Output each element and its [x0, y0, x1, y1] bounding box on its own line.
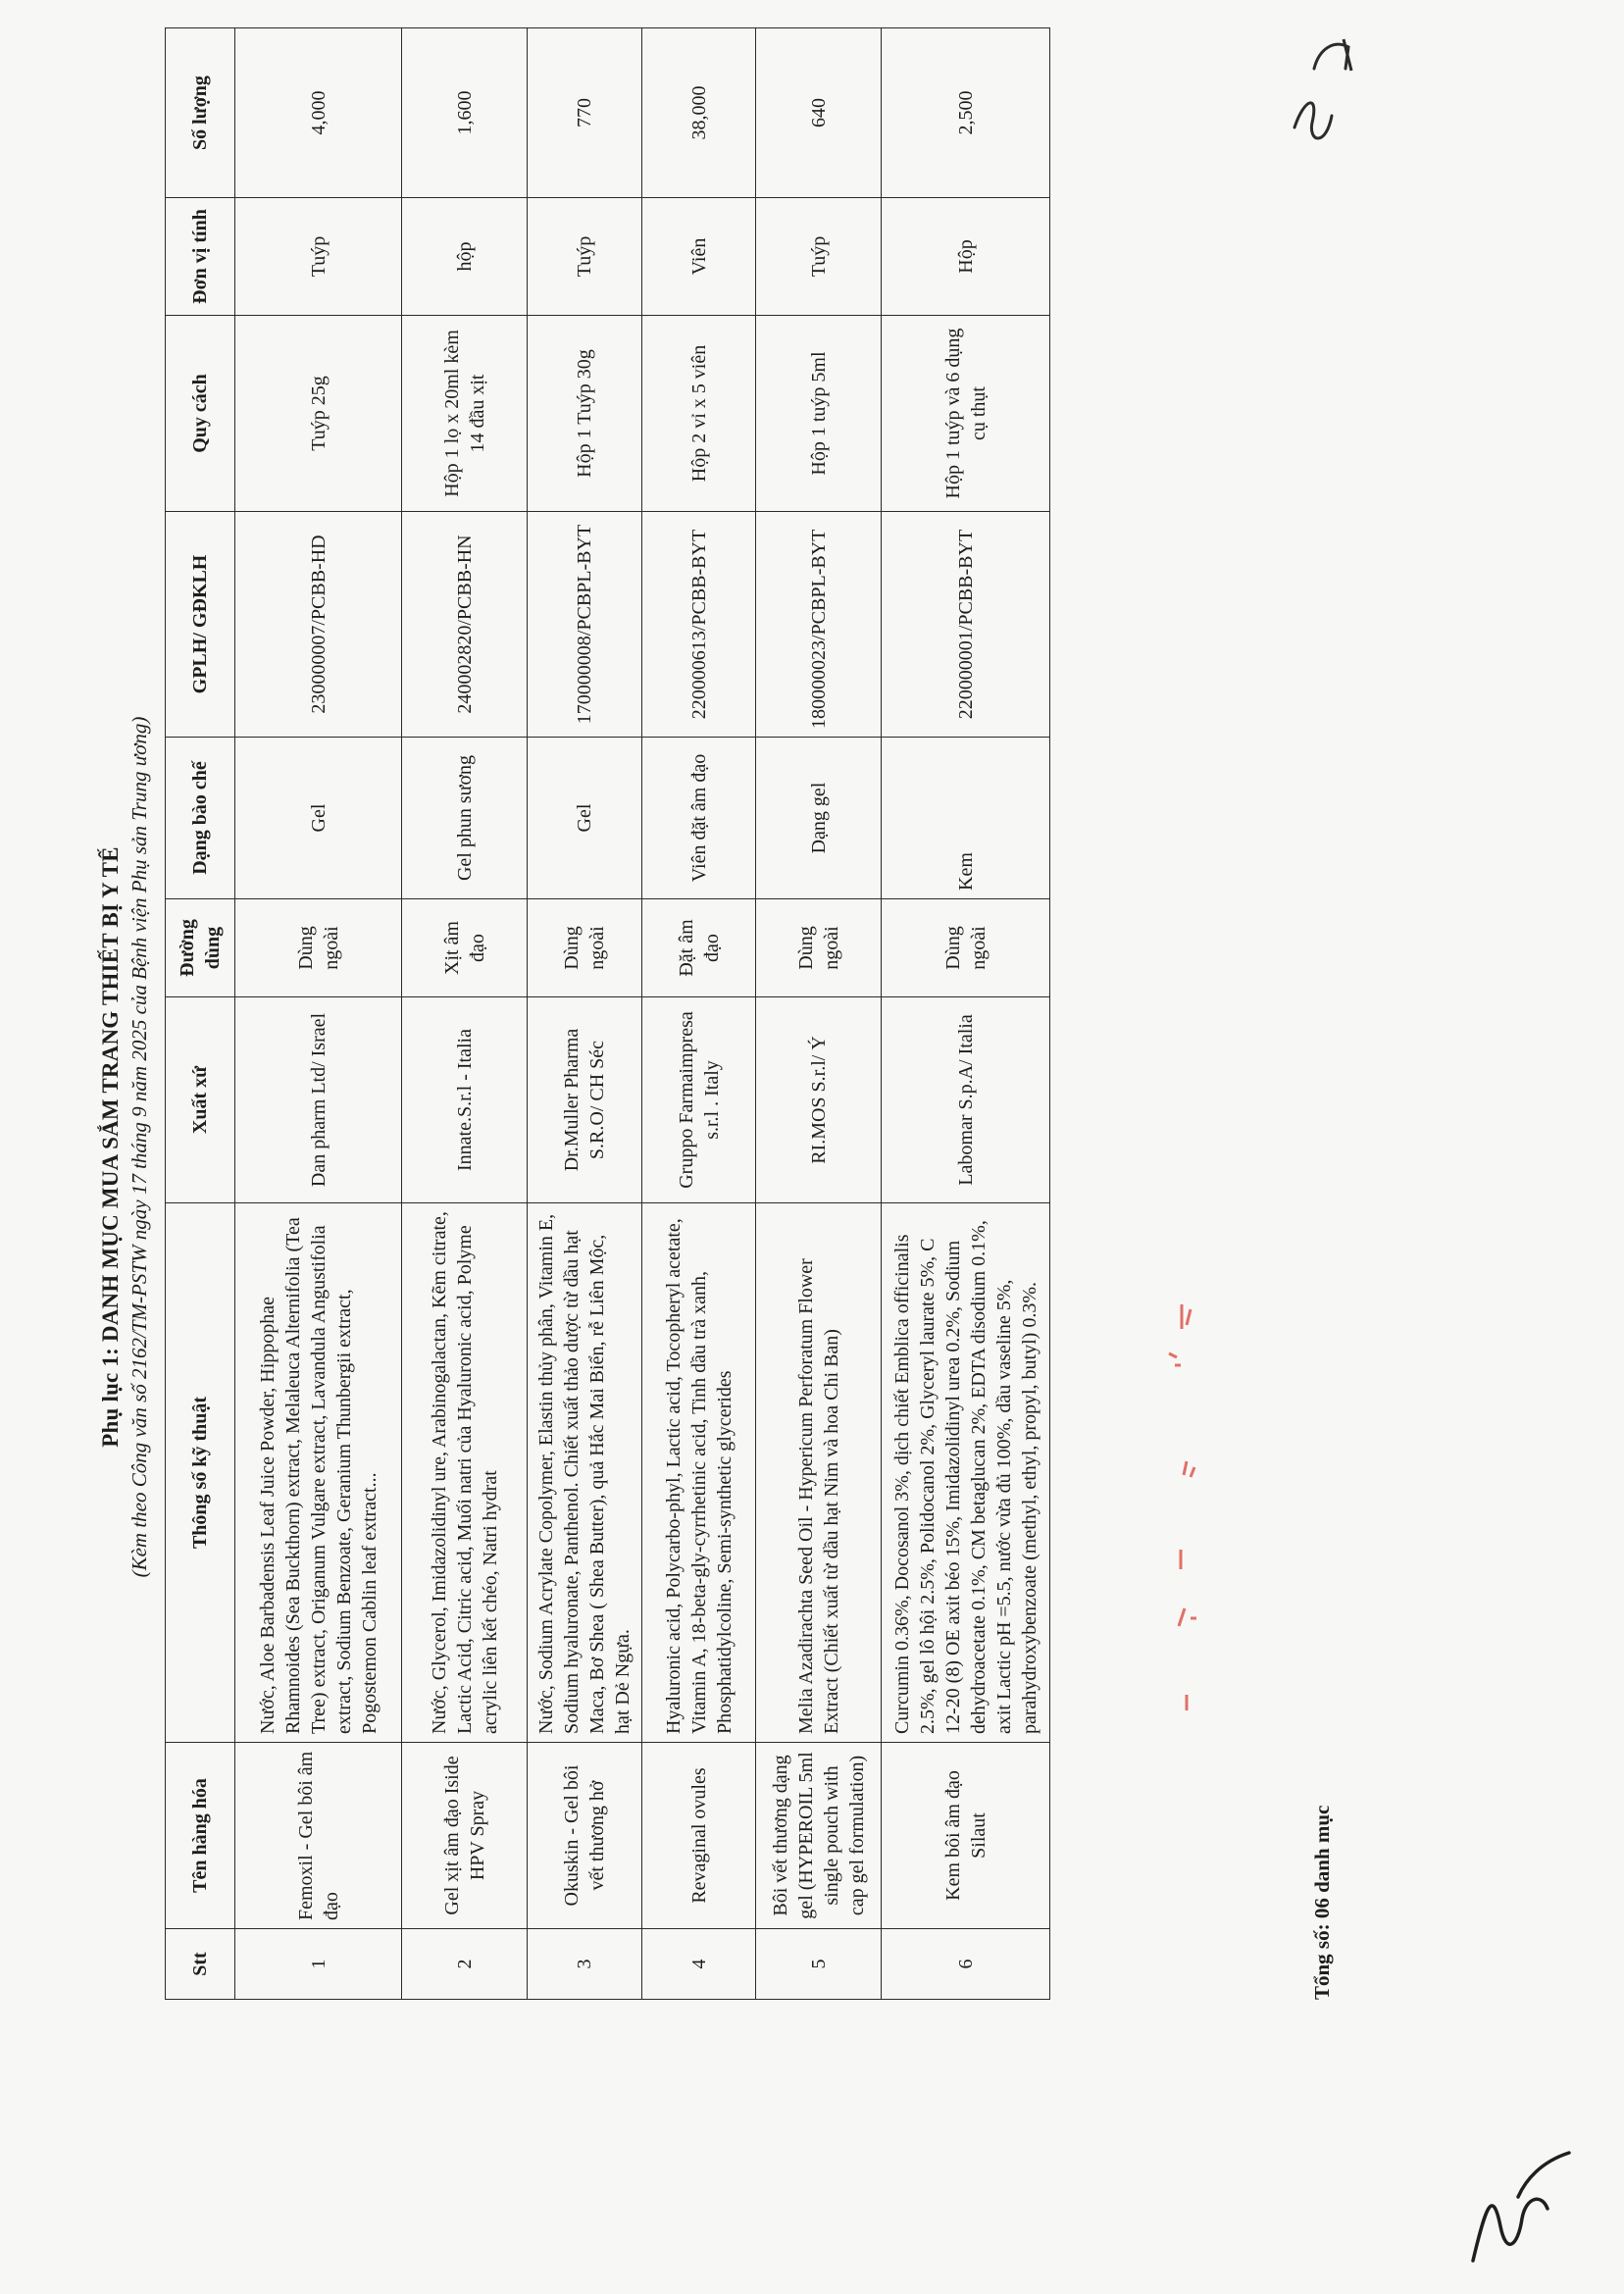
cell-route: Dùng ngoài: [882, 899, 1050, 997]
cell-form: Gel: [235, 738, 402, 899]
cell-spec: Nước, Aloe Barbadensis Leaf Juice Powder, Hippophae Rhamnoides (Sea Buckthorn) extract, Melaleuca Alternifolia (Tea Tree) extract, Origanum Vulgare extract, Lavandula Angustifolia extract, Sodium Benzoate, Geranium Thunbergii extract, Pogostemon Cablin leaf extract...: [235, 1203, 402, 1743]
cell-form: Viên đặt âm đạo: [642, 738, 756, 899]
header-spec: Thông số kỹ thuật: [166, 1203, 235, 1743]
cell-name: Kem bôi âm đạo Silaut: [882, 1743, 1050, 1929]
header-name: Tên hàng hóa: [166, 1743, 235, 1929]
header-license: GPLH/ GĐKLH: [166, 512, 235, 738]
cell-qty: 770: [528, 28, 642, 198]
header-packing: Quy cách: [166, 316, 235, 512]
cell-qty: 38,000: [642, 28, 756, 198]
cell-origin: RI.MOS S.r.l/ Ý: [756, 997, 882, 1203]
cell-spec: Curcumin 0.36%, Docosanol 3%, dịch chiết Emblica officinalis 2.5%, gel lô hội 2.5%, Polidocanol 2%, Glyceryl laurate 5%, C 12-20 (8) OE axit béo 15%, Imidazolidinyl urea 0.2%, Sodium dehydroacetate 0.1%, CM betaglucan 2%, EDTA disodium 0.1%, axit Lactic pH =5.5, nước vừa đủ 100%, dầu vaseline 5%, parahydroxybenzoate (methyl, ethyl, propyl, butyl) 0.3%.: [882, 1203, 1050, 1743]
header-route: Đường dùng: [166, 899, 235, 997]
cell-unit: Tuýp: [235, 198, 402, 316]
cell-packing: Hộp 1 tuýp và 6 dụng cụ thụt: [882, 316, 1050, 512]
cell-unit: hộp: [402, 198, 528, 316]
header-form: Dạng bào chế: [166, 738, 235, 899]
initials-signature: [1294, 44, 1348, 138]
cell-qty: 4,000: [235, 28, 402, 198]
cell-license: 180000023/PCBPL-BYT: [756, 512, 882, 738]
cell-qty: 640: [756, 28, 882, 198]
cell-packing: Hộp 2 vỉ x 5 viên: [642, 316, 756, 512]
cell-origin: Dr.Muller Pharma S.R.O/ CH Séc: [528, 997, 642, 1203]
cell-origin: Innate.S.r.l - Italia: [402, 997, 528, 1203]
cell-license: 220000001/PCBB-BYT: [882, 512, 1050, 738]
cell-form: Gel: [528, 738, 642, 899]
cell-form: Dạng gel: [756, 738, 882, 899]
cell-name: Gel xịt âm đạo Iside HPV Spray: [402, 1743, 528, 1929]
cell-unit: Tuýp: [528, 198, 642, 316]
cell-name: Okuskin - Gel bôi vết thương hở: [528, 1743, 642, 1929]
cell-origin: Gruppo Farmaimpresa s.r.l . Italy: [642, 997, 756, 1203]
cell-stt: 6: [882, 1929, 1050, 2000]
cell-route: Dùng ngoài: [756, 899, 882, 997]
red-stamp-trace: [1169, 1304, 1196, 1710]
cell-license: 220000613/PCBB-BYT: [642, 512, 756, 738]
cell-packing: Hộp 1 Tuýp 30g: [528, 316, 642, 512]
cell-spec: Nước, Sodium Acrylate Copolymer, Elastin thủy phân, Vitamin E, Sodium hyaluronate, Panthenol. Chiết xuất thảo dược từ dầu hạt Maca, Bơ Shea ( Shea Butter), quả Hắc Mai Biển, rễ Liên Mộc, hạt Dẻ Ngựa.: [528, 1203, 642, 1743]
cell-spec: Hyaluronic acid, Polycarbo-phyl, Lactic acid, Tocopheryl acetate, Vitamin A, 18-beta-gly-cyrrhetinic acid, Tinh dầu trà xanh, Phosphatidylcoline, Semi-synthetic glycerides: [642, 1203, 756, 1743]
cell-license: 240002820/PCBB-HN: [402, 512, 528, 738]
cell-unit: Tuýp: [756, 198, 882, 316]
cell-name: Revaginal ovules: [642, 1743, 756, 1929]
cell-spec: Melia Azadirachta Seed Oil - Hypericum Perforatum Flower Extract (Chiết xuất từ dầu hạt Nim và hoa Chi Ban): [756, 1203, 882, 1743]
cell-name: Femoxil - Gel bôi âm đạo: [235, 1743, 402, 1929]
bottom-signature: [1473, 2153, 1569, 2261]
header-qty: Số lượng: [166, 28, 235, 198]
cell-qty: 1,600: [402, 28, 528, 198]
cell-stt: 5: [756, 1929, 882, 2000]
cell-stt: 4: [642, 1929, 756, 2000]
cell-packing: Hộp 1 tuýp 5ml: [756, 316, 882, 512]
header-origin: Xuất xứ: [166, 997, 235, 1203]
cell-license: 170000008/PCBPL-BYT: [528, 512, 642, 738]
cell-route: Dùng ngoài: [235, 899, 402, 997]
cell-form: Gel phun sương: [402, 738, 528, 899]
cell-origin: Dan pharm Ltd/ Israel: [235, 997, 402, 1203]
cell-packing: Hộp 1 lọ x 20ml kèm 14 đầu xịt: [402, 316, 528, 512]
cell-route: Dùng ngoài: [528, 899, 642, 997]
cell-route: Xịt âm đạo: [402, 899, 528, 997]
cell-route: Đặt âm đạo: [642, 899, 756, 997]
cell-stt: 2: [402, 1929, 528, 2000]
cell-qty: 2,500: [882, 28, 1050, 198]
cell-packing: Tuýp 25g: [235, 316, 402, 512]
cell-spec: Nước, Glycerol, Imidazolidinyl ure, Arabinogalactan, Kẽm citrate, Lactic Acid, Citric acid, Muối natri của Hyaluronic acid, Polyme acrylic liên kết chéo, Natri hydrat: [402, 1203, 528, 1743]
total-count: Tổng số: 06 danh mục: [1310, 1805, 1334, 2000]
header-stt: Stt: [166, 1929, 235, 2000]
cell-unit: Viên: [642, 198, 756, 316]
document-title: Phụ lục 1: DANH MỤC MUA SẮM TRANG THIẾT BỊ Y TẾ: [98, 846, 123, 1448]
cell-stt: 1: [235, 1929, 402, 2000]
cell-form: Kem: [882, 738, 1050, 899]
cell-unit: Hộp: [882, 198, 1050, 316]
header-unit: Đơn vị tính: [166, 198, 235, 316]
cell-origin: Labomar S.p.A/ Italia: [882, 997, 1050, 1203]
cell-stt: 3: [528, 1929, 642, 2000]
cell-license: 230000007/PCBB-HD: [235, 512, 402, 738]
document-subtitle: (Kèm theo Công văn số 2162/TM-PSTW ngày 17 tháng 9 năm 2025 của Bệnh viện Phụ sản Trung ương): [127, 716, 151, 1578]
cell-name: Bôi vết thương dạng gel (HYPEROIL 5ml single pouch with cap gel formulation): [756, 1743, 882, 1929]
